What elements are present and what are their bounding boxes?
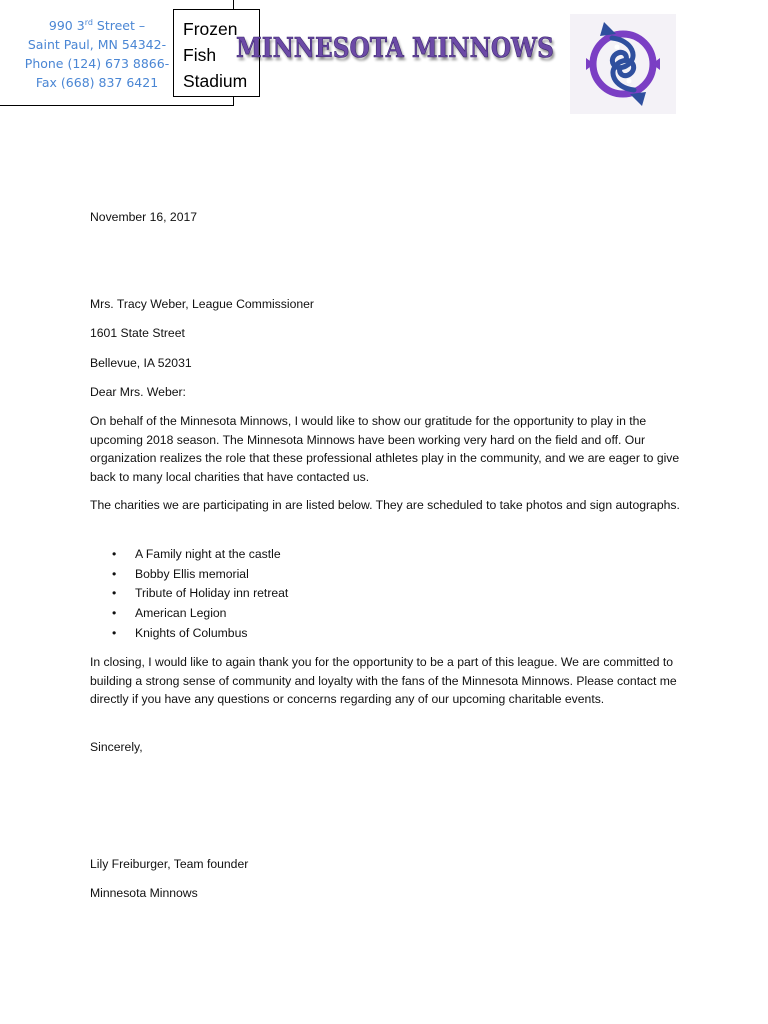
venue-line: Stadium xyxy=(183,71,248,91)
charity-name: Knights of Columbus xyxy=(135,625,248,640)
charity-name: American Legion xyxy=(135,606,227,621)
letter-date: November 16, 2017 xyxy=(90,210,198,224)
bullet-icon: • xyxy=(112,606,117,621)
address-line-street: 990 3rd Street – xyxy=(48,17,146,33)
team-name-wordart: MINNESOTA MINNOWS xyxy=(236,33,554,64)
recipient-name: Mrs. Tracy Weber, League Commissioner xyxy=(90,297,314,311)
list-item xyxy=(90,545,680,565)
list-item xyxy=(90,624,680,644)
charity-name: A Family night at the castle xyxy=(135,547,281,561)
paragraph-gratitude: On behalf of the Minnesota Minnows, I would like to show our gratitude for the opportunity to play in the upcoming 2018 season. The Minnesota Minnows have been working very hard on the field and off. Our organization realizes the role that these professional athletes play in the community, and we are eager to give back to many local charities that have contacted us. xyxy=(90,414,680,484)
charity-list xyxy=(90,545,680,643)
list-item xyxy=(90,565,680,585)
bullet-icon: • xyxy=(112,566,117,581)
venue-line: Fish xyxy=(183,45,217,65)
fish-logo-graphic xyxy=(570,14,676,114)
recipient-city: Bellevue, IA 52031 xyxy=(90,356,192,370)
signer-organization: Minnesota Minnows xyxy=(90,886,198,900)
address-block xyxy=(12,16,182,92)
recipient-street: 1601 State Street xyxy=(90,326,185,340)
address-line-fax: Fax (668) 837 6421 xyxy=(35,75,159,90)
bullet-icon: • xyxy=(112,625,117,640)
charity-name: Bobby Ellis memorial xyxy=(135,566,249,581)
address-line-phone: Phone (124) 673 8866- xyxy=(24,56,170,71)
list-item xyxy=(90,584,680,604)
closing-sincerely: Sincerely, xyxy=(90,740,143,754)
salutation: Dear Mrs. Weber: xyxy=(90,385,186,399)
fish-logo-icon xyxy=(570,14,676,114)
venue-line: Frozen xyxy=(183,19,238,39)
charity-name: Tribute of Holiday inn retreat xyxy=(135,586,289,601)
list-item xyxy=(90,604,680,624)
bullet-icon: • xyxy=(112,547,117,561)
bullet-icon: • xyxy=(112,586,117,601)
address-line-city: Saint Paul, MN 54342- xyxy=(27,37,167,52)
paragraph-charities-intro: The charities we are participating in are listed below. They are scheduled to take photos and sign autographs. xyxy=(90,498,680,512)
paragraph-closing: In closing, I would like to again thank you for the opportunity to be a part of this league. We are committed to building a strong sense of community and loyalty with the fans of the Minnesota Minnows. Please contact me directly if you have any questions or concerns regarding any of our upcoming charitable events. xyxy=(90,655,677,707)
signer-name: Lily Freiburger, Team founder xyxy=(90,857,249,871)
